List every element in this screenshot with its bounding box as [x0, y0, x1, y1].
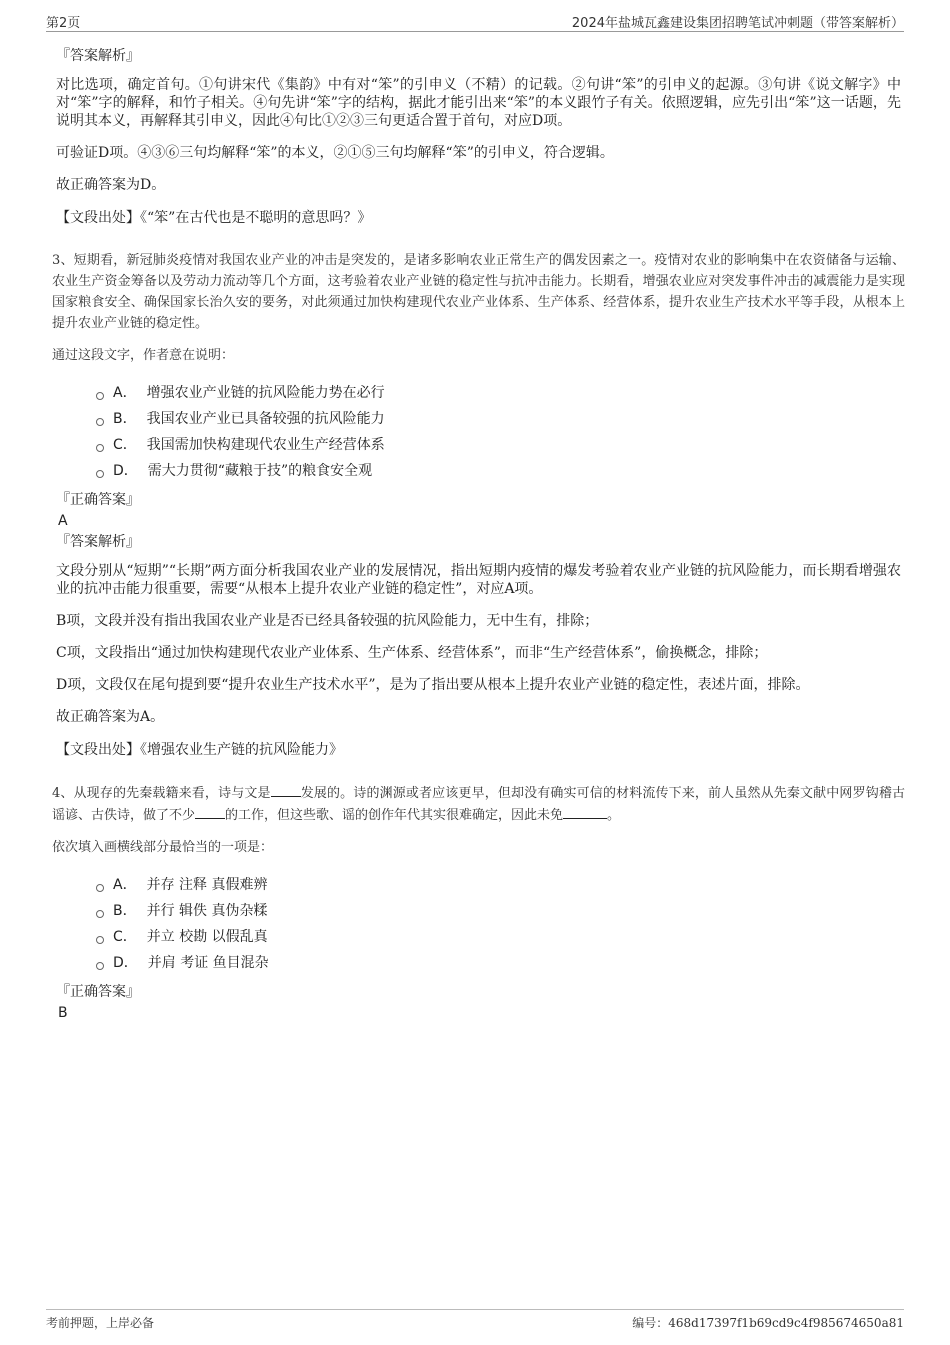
q3-answer-label: 『正确答案』	[56, 492, 140, 508]
footer-divider	[46, 1309, 904, 1310]
fill-blank	[271, 782, 301, 797]
q4-option-b[interactable]	[96, 898, 901, 924]
q3-analysis-paragraph: 故正确答案为A。	[56, 709, 165, 725]
q4-answer: B	[58, 1005, 68, 1021]
option-text: 并肩 考证 鱼目混杂	[147, 955, 269, 971]
radio-icon[interactable]	[96, 470, 104, 478]
radio-icon[interactable]	[96, 936, 104, 944]
option-key: A．	[113, 385, 137, 401]
q3-option-a[interactable]	[96, 380, 901, 406]
fill-blank	[563, 804, 607, 819]
q2-analysis-paragraph: 对比选项，确定首句。①句讲宋代《集韵》中有对“笨”的引申义（不精）的记载。②句讲“笨”的引申义的起源。③句讲《说文解字》中对“笨”字的解释，和竹子相关。④句先讲“笨”字的结构，据此才能引出来“笨”的本义跟竹子有关。依照逻辑，应先引出“笨”这一话题，先说明其本义，再解释其引申义，因此④句比①②③三句更适合置于首句，对应D项。	[56, 77, 901, 129]
header-divider	[46, 31, 904, 32]
q3-analysis-paragraph: 文段分别从“短期”“长期”两方面分析我国农业产业的发展情况，指出短期内疫情的爆发考验着农业产业链的抗风险能力，而长期看增强农业的抗冲击能力很重要，需要“从根本上提升农业产业链的稳定性”，对应A项。	[56, 563, 901, 597]
q2-source: 【文段出处】《“笨”在古代也是不聪明的意思吗？》	[56, 210, 372, 226]
q3-option-d[interactable]	[96, 458, 901, 484]
q3-analysis-paragraph: C项，文段指出“通过加快构建现代农业产业体系、生产体系、经营体系”，而非“生产经营体系”，偷换概念，排除；	[56, 645, 768, 661]
q4-text-part: 4、从现存的先秦载籍来看，诗与文是	[52, 786, 271, 801]
radio-icon[interactable]	[96, 392, 104, 400]
page-number: 第2页	[46, 16, 81, 31]
option-key: C．	[113, 929, 137, 945]
option-key: D．	[113, 955, 138, 971]
q3-option-c[interactable]	[96, 432, 901, 458]
q3-analysis-label: 『答案解析』	[56, 534, 140, 550]
radio-icon[interactable]	[96, 962, 104, 970]
option-text: 需大力贯彻“藏粮于技”的粮食安全观	[147, 463, 373, 479]
option-text: 我国农业产业已具备较强的抗风险能力	[146, 411, 385, 427]
q2-analysis-paragraph: 故正确答案为D。	[56, 177, 166, 193]
q3-question-text: 3、短期看，新冠肺炎疫情对我国农业产业的冲击是突发的，是诸多影响农业正常生产的偶发因素之一。疫情对农业的影响集中在农资储备与运输、农业生产资金筹备以及劳动力流动等几个方面，这考验着农业产业链的稳定性与抗冲击能力。长期看，增强农业应对突发事件冲击的减震能力是实现国家粮食安全、确保国家长治久安的要务，对此须通过加快构建现代农业产业体系、生产体系、经营体系，提升农业生产技术水平等手段，从根本上提升农业产业链的稳定性。	[52, 253, 905, 331]
q4-text-part: 。	[607, 808, 621, 823]
footer-code: 编号：468d17397f1b69cd9c4f985674650a81	[632, 1316, 904, 1330]
q2-analysis-paragraph: 可验证D项。④③⑥三句均解释“笨”的本义，②①⑤三句均解释“笨”的引申义，符合逻辑。	[56, 145, 614, 161]
q4-option-c[interactable]	[96, 924, 901, 950]
option-key: B．	[113, 903, 137, 919]
option-text: 并立 校勘 以假乱真	[146, 929, 268, 945]
q4-question-text	[52, 782, 905, 826]
page-content	[52, 40, 905, 1022]
option-text: 并存 注释 真假难辨	[146, 877, 268, 893]
option-text: 我国需加快构建现代农业生产经营体系	[146, 437, 385, 453]
q4-text-part: 发展的。诗的渊源或者应该更早，但却没有确实可信的材料流传下来，前人虽然从先秦文献中网罗钩稽古谣谚、古佚诗，做了不少	[52, 786, 905, 823]
option-key: A．	[113, 877, 137, 893]
radio-icon[interactable]	[96, 884, 104, 892]
fill-blank	[195, 804, 225, 819]
q3-analysis-paragraph: D项，文段仅在尾句提到要“提升农业生产技术水平”，是为了指出要从根本上提升农业产业链的稳定性，表述片面，排除。	[56, 677, 810, 693]
q3-prompt: 通过这段文字，作者意在说明：	[52, 348, 235, 363]
option-text: 增强农业产业链的抗风险能力势在必行	[146, 385, 385, 401]
radio-icon[interactable]	[96, 444, 104, 452]
q3-answer: A	[58, 513, 68, 529]
q4-answer-label: 『正确答案』	[56, 984, 140, 1000]
option-text: 并行 辑佚 真伪杂糅	[146, 903, 268, 919]
q4-prompt: 依次填入画横线部分最恰当的一项是：	[52, 840, 274, 855]
option-key: D．	[113, 463, 138, 479]
option-key: C．	[113, 437, 137, 453]
option-key: B．	[113, 411, 137, 427]
document-title: 2024年盐城瓦鑫建设集团招聘笔试冲刺题（带答案解析）	[571, 16, 904, 31]
q4-option-a[interactable]	[96, 872, 901, 898]
radio-icon[interactable]	[96, 910, 104, 918]
q3-analysis-paragraph: B项，文段并没有指出我国农业产业是否已经具备较强的抗风险能力，无中生有，排除；	[56, 613, 599, 629]
q3-source: 【文段出处】《增强农业生产链的抗风险能力》	[56, 742, 343, 758]
q4-options	[96, 872, 901, 976]
q2-analysis-label: 『答案解析』	[56, 48, 140, 64]
q4-option-d[interactable]	[96, 950, 901, 976]
q3-option-b[interactable]	[96, 406, 901, 432]
q4-text-part: 的工作，但这些歌、谣的创作年代其实很难确定，因此未免	[225, 808, 564, 823]
radio-icon[interactable]	[96, 418, 104, 426]
footer-slogan: 考前押题，上岸必备	[46, 1316, 155, 1330]
q3-options	[96, 380, 901, 484]
